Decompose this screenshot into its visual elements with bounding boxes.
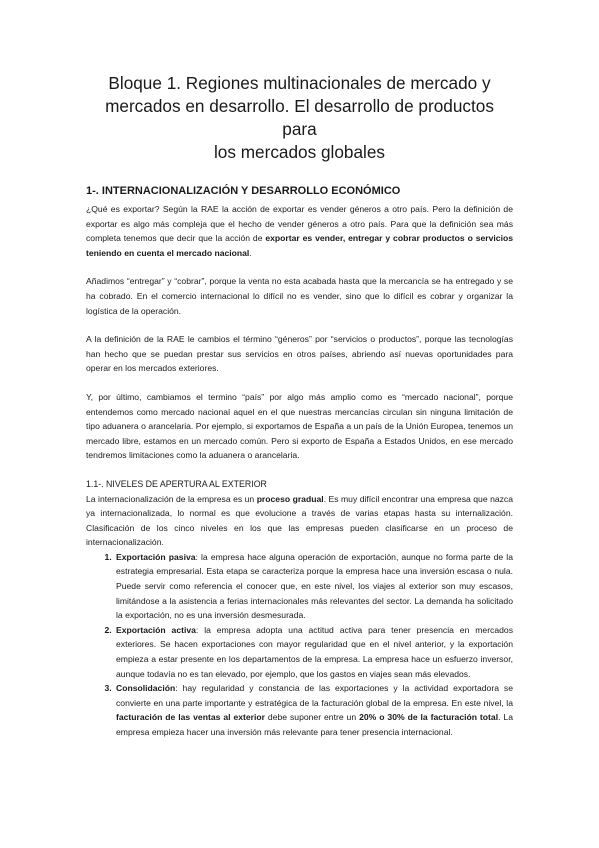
paragraph-entregar-cobrar: Añadimos “entregar” y “cobrar”, porque la venta no esta acabada hasta que la mercancía se ha entregado y se ha cobrado. En el comercio internacional lo difícil no es vender, sino que lo difícil es cobrar y organizar la logística de la operación. bbox=[86, 276, 513, 316]
level-label: Exportación pasiva bbox=[116, 551, 196, 562]
paragraph-generos: A la definición de la RAE le cambios el término “géneros” por “servicios o productos”, porque las tecnologías han hecho que se puedan prestar sus servicios en otros países, abriendo así nuevas oportunidades para operar en los mercados exteriores. bbox=[86, 334, 513, 374]
title-line-3: los mercados globales bbox=[213, 142, 385, 162]
definition-emphasis: exportar es vender, entregar y cobrar productos o servicios teniendo en cuenta el mercado nacional bbox=[86, 233, 513, 258]
title-line-1: Bloque 1. Regiones multinacionales de mercado y bbox=[108, 73, 491, 93]
level-text: : la empresa hace alguna operación de exportación, aunque no forma parte de la estrategia empresarial. Esta etapa se caracteriza porque la empresa hace una inversión escasa o nula. Puede servir como referencia el conocer que, en este nivel, los viajes al exterior son muy escasos, limitándose a la asistencia a ferias internacionales más relevantes del sector. La demanda ha solicitado la exportación, no es una inversión desmesurada. bbox=[116, 551, 513, 621]
intro-text-c: . Es muy difícil encontrar una empresa que nazca ya internacionalizada, lo normal es que evolucione a través de varias etapas hasta su internalización. Clasificación de los cinco niveles en los que las empresas pueden clasificarse en un proceso de internacionalización. bbox=[86, 493, 514, 548]
list-item bbox=[114, 681, 513, 739]
paragraph-definition-text: ¿Qué es exportar? Según la RAE la acción de exportar es vender géneros a otro país. Pero la definición de exportar es algo más compleja que el hecho de vender géneros a otro país. Para que la definición sea más completa tenemos que decir que la acción de bbox=[86, 204, 513, 244]
paragraph-mercado-nacional: Y, por último, cambiamos el termino “país” por algo más amplio como es “mercado nacional”, porque entendemos como mercado nacional aquel en el que nuestras mercancías circulan sin ninguna limitación de tipo aduanera o arancelaria. Por ejemplo, si exportamos de España a un país de la Unión Europea, tenemos un mercado libre, estamos en un mercado común. Pero si exporto de España a Estados Unidos, en ese mercado tendremos limitaciones como la aduanera o arancelaria. bbox=[86, 391, 513, 461]
level-emphasis: 20% o 30% de la facturación total bbox=[359, 712, 499, 723]
intro-text-a: La internacionalización de la empresa es un bbox=[86, 493, 257, 504]
level-text: : la empresa adopta una actitud activa para tener presencia en mercados exteriores. Se hacen exportaciones con mayor regularidad que en el nivel anterior, y la exportación empieza a estar presente en los departamentos de la empresa. La empresa hace un esfuerzo inversor, aunque todavía no es tan elevado, por ejemplo, que los gastos en viajes sean más elevados. bbox=[116, 624, 513, 679]
level-text: . La empresa empieza hacer una inversión más relevante para tener presencia internacional. bbox=[116, 712, 513, 737]
list-item bbox=[114, 623, 513, 681]
paragraph-definition bbox=[86, 202, 513, 260]
section-1-heading: 1-. INTERNACIONALIZACIÓN Y DESARROLLO ECONÓMICO bbox=[86, 185, 401, 197]
list-item bbox=[114, 550, 513, 623]
levels-list bbox=[86, 550, 513, 740]
paragraph-proceso-gradual bbox=[86, 492, 513, 550]
section-1-1-heading: 1.1-. NIVELES DE APERTURA AL EXTERIOR bbox=[86, 478, 267, 489]
proceso-gradual-emphasis: proceso gradual bbox=[256, 493, 324, 504]
level-label: Exportación activa bbox=[116, 624, 196, 635]
paragraph-definition-end: . bbox=[249, 247, 252, 258]
title-line-2: mercados en desarrollo. El desarrollo de productos para bbox=[105, 96, 494, 139]
level-text: debe suponer entre un bbox=[264, 712, 360, 723]
level-label: Consolidación bbox=[116, 683, 176, 694]
level-text: : hay regularidad y constancia de las exportaciones y la actividad exportadora se convierte en una parte importante y estratégica de la facturación global de la empresa. En este nivel, la bbox=[116, 683, 513, 708]
document-title bbox=[86, 72, 513, 164]
level-emphasis: facturación de las ventas al exterior bbox=[116, 712, 265, 723]
